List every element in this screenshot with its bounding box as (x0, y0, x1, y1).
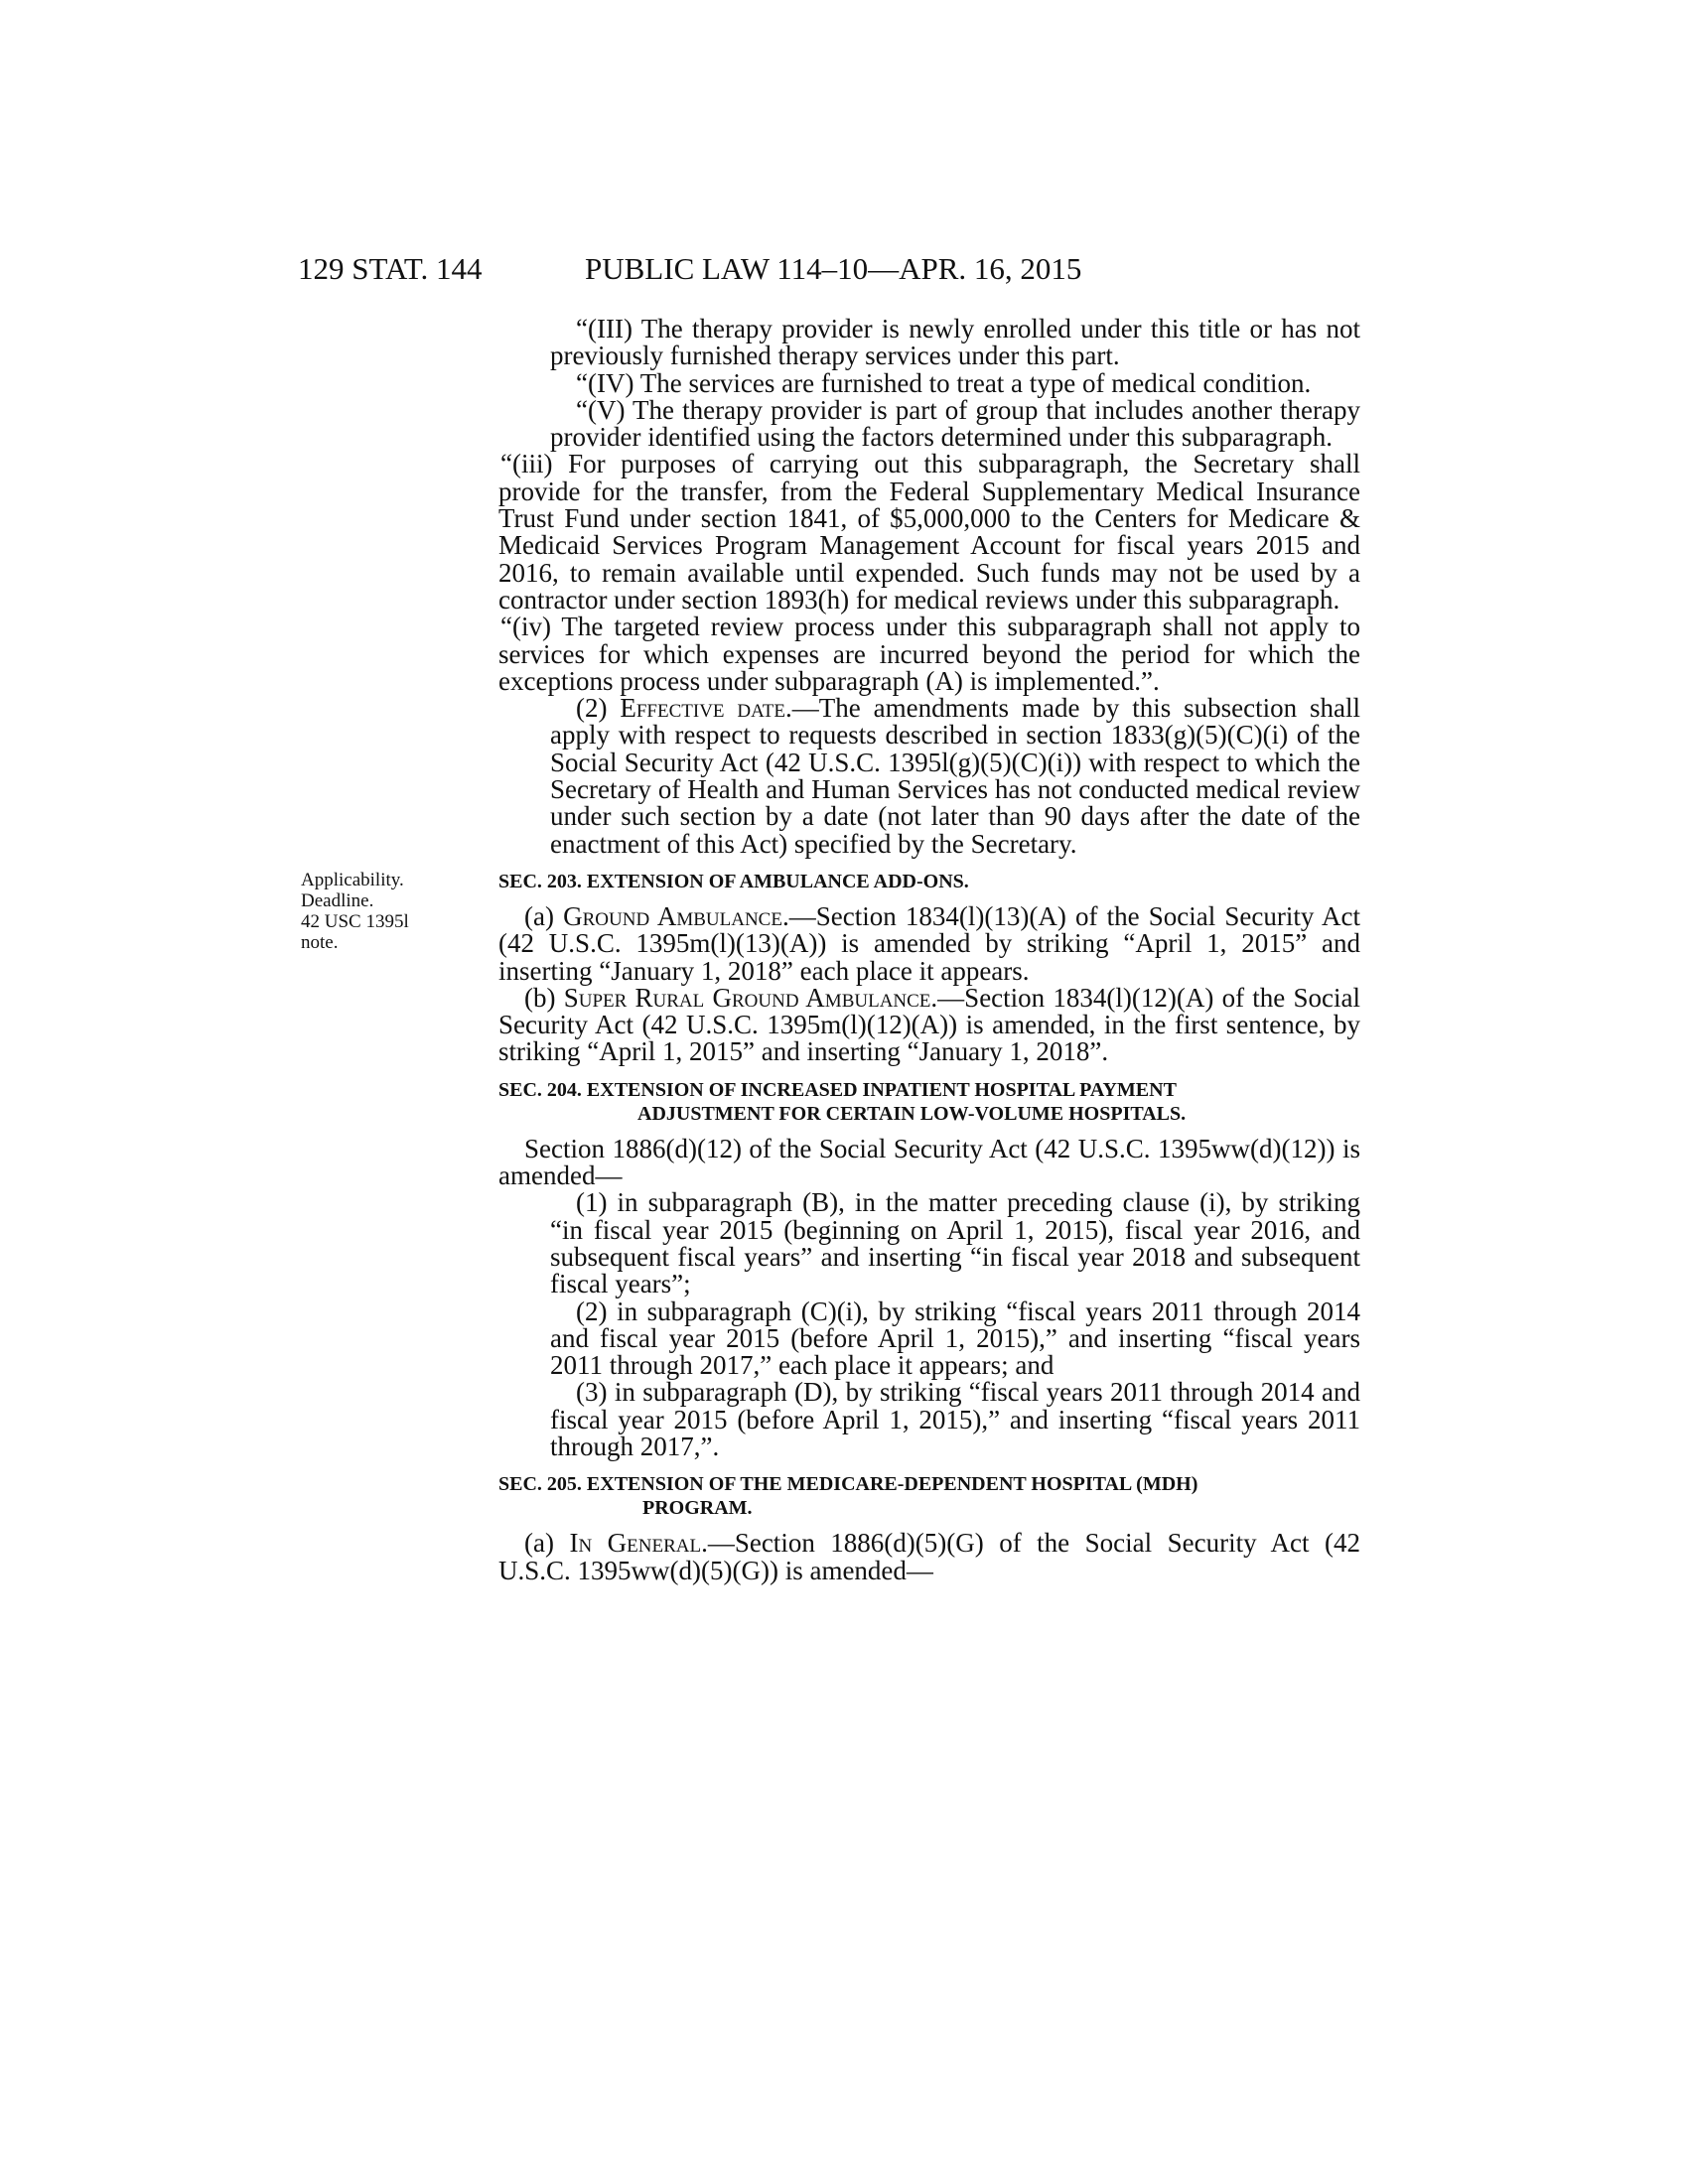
subsection-label: (a) (524, 900, 564, 931)
heading-line: SEC. 205. EXTENSION OF THE MEDICARE-DEPENDENT HOSPITAL (MDH) (498, 1473, 1198, 1496)
subsection-heading: Super Rural Ground Ambulance (563, 982, 931, 1013)
paragraph-label: (2) (576, 693, 621, 724)
margin-note-line: note. (301, 932, 339, 953)
margin-note-line: Deadline. (301, 890, 374, 911)
subsection-heading: In General (569, 1528, 702, 1559)
section-203-heading: SEC. 203. EXTENSION OF AMBULANCE ADD-ONS. (498, 870, 969, 892)
subsection-label: (a) (524, 1528, 570, 1559)
subclause-IV: “(IV) The services are furnished to treat a type of medical condition. (576, 367, 1312, 398)
paragraph-2 (498, 695, 1360, 858)
subclause-III: “(III) The therapy provider is newly enrolled under this title or has not previously furnished therapy services under this part. (550, 314, 1360, 371)
subsection-text: .—Section 1834(l)(12)(A) of the Social Security Act (42 U.S.C. 1395m(l)(12)(A)) is amended, in the first sentence, by striking “April 1, 2015” and inserting “January 1, 2018”. (498, 982, 1360, 1067)
section-204-item: (1) in subparagraph (B), in the matter preceding clause (i), by striking “in fiscal year 2015 (beginning on April 1, 2015), fiscal year 2016, and subsequent fiscal years” and inserting “in fiscal year 2018 and subsequent fiscal years”; (550, 1187, 1360, 1299)
paragraph-heading: Effective date (620, 693, 785, 724)
heading-line: ADJUSTMENT FOR CERTAIN LOW-VOLUME HOSPITALS. (637, 1102, 1187, 1125)
subsection-text: .—Section 1834(l)(13)(A) of the Social Security Act (42 U.S.C. 1395m(l)(13)(A)) is amended by striking “April 1, 2015” and inserting “January 1, 2018” each place it appears. (498, 900, 1361, 986)
document-body (498, 316, 1360, 1584)
section-203-b (498, 982, 1360, 1067)
section-204-item: (2) in subparagraph (C)(i), by striking “fiscal years 2011 through 2014 and fiscal year 2015 (before April 1, 2015),” and inserting “fiscal years 2011 through 2017,” each place it appears; and (550, 1296, 1360, 1381)
margin-note-line: 42 USC 1395l (301, 911, 409, 932)
subsection-heading: Ground Ambulance (563, 900, 782, 931)
section-204-heading (498, 1078, 1360, 1126)
section-205-heading (498, 1472, 1360, 1520)
margin-note-line: Applicability. (301, 870, 404, 890)
section-204-item: (3) in subparagraph (D), by striking “fiscal years 2011 through 2014 and fiscal year 2015 (before April 1, 2015),” and inserting “fiscal years 2011 through 2017,”. (550, 1377, 1360, 1461)
heading-line: SEC. 204. EXTENSION OF INCREASED INPATIENT HOSPITAL PAYMENT (498, 1078, 1177, 1101)
heading-line: PROGRAM. (642, 1497, 753, 1520)
subclause-V: “(V) The therapy provider is part of group that includes another therapy provider identified using the factors determined under this subparagraph. (550, 394, 1360, 453)
running-title: PUBLIC LAW 114–10—APR. 16, 2015 (585, 251, 1082, 286)
clause-iv: “(iv) The targeted review process under this subparagraph shall not apply to services for which expenses are incurred beyond the period for which the exceptions process under subparagraph (A) is implemented.”. (498, 612, 1360, 696)
section-205-a (498, 1530, 1360, 1584)
clause-iii: “(iii) For purposes of carrying out this subparagraph, the Secretary shall provide for the transfer, from the Federal Supplementary Medical Insurance Trust Fund under section 1841, of $5,000,000 to the Centers for Medicare & Medicaid Services Program Management Account for fiscal years 2015 and 2016, to remain available until expended. Such funds may not be used by a contractor under section 1893(h) for medical reviews under this subparagraph. (498, 449, 1360, 614)
section-203-a (498, 900, 1361, 986)
paragraph-text: .—The amendments made by this subsection shall apply with respect to requests described in section 1833(g)(5)(C)(i) of the Social Security Act (42 U.S.C. 1395l(g)(5)(C)(i)) with respect to which the Secretary of Health and Human Services has not conducted medical review under such section by a date (not later than 90 days after the date of the enactment of this Act) specified by the Secretary. (550, 693, 1360, 859)
section-204-intro: Section 1886(d)(12) of the Social Security Act (42 U.S.C. 1395ww(d)(12)) is amended— (498, 1133, 1360, 1191)
margin-note (301, 870, 409, 953)
subsection-text: .—Section 1886(d)(5)(G) of the Social Security Act (42 U.S.C. 1395ww(d)(5)(G)) is amended— (498, 1528, 1361, 1585)
subsection-label: (b) (524, 982, 564, 1013)
stat-citation: 129 STAT. 144 (298, 251, 483, 286)
